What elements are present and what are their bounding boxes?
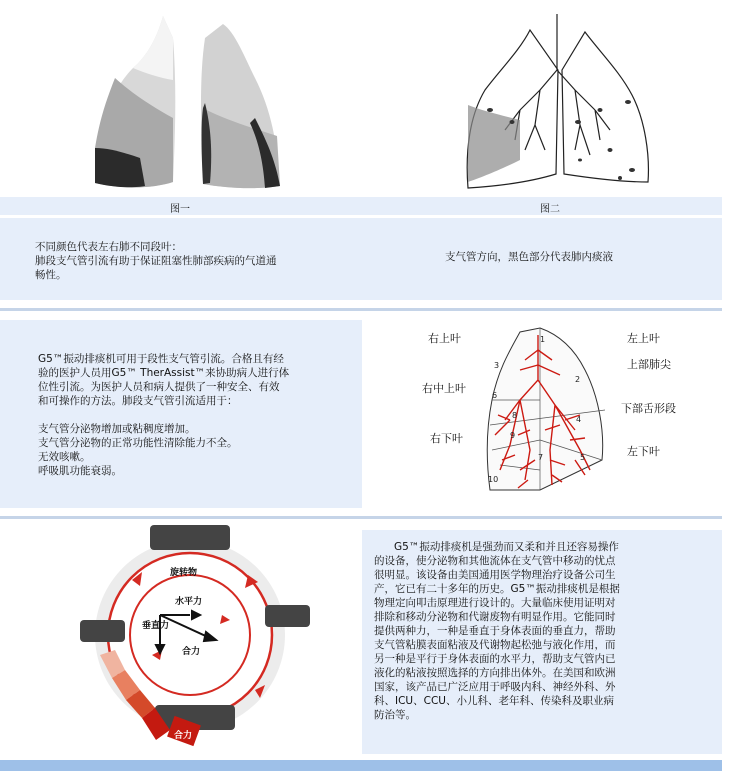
text-line: 的设备，使分泌物和其他流体在支气管中移动的忧点 <box>374 555 616 567</box>
text-line: 无效咳嗽。 <box>38 451 91 463</box>
text-line <box>38 408 358 422</box>
divider-2 <box>0 516 722 519</box>
label-left-lower-lobe: 左下叶 <box>627 445 660 458</box>
segment-number: 4 <box>576 415 582 424</box>
label-right-middle-upper-lobe: 右中上叶 <box>422 382 466 395</box>
resultant-box-label: 合力 <box>174 731 193 741</box>
resultant-force-label: 合力 <box>182 647 201 657</box>
text-line: 提供两种力，一种是垂直于身体表面的垂直力，帮助 <box>374 625 616 637</box>
text-line: G5™振动排痰机是强劲而又柔和并且还容易操作 <box>394 541 619 553</box>
text-line: 验的医护人员用G5™ TherAssist™来协助病人进行体 <box>38 367 290 379</box>
label-right-upper-lobe: 右上叶 <box>428 332 461 345</box>
divider-1 <box>0 308 722 311</box>
vertical-force-label: 垂直力 <box>142 621 170 631</box>
segment-number: 8 <box>512 411 518 420</box>
section-1-left-text <box>35 240 335 282</box>
segment-number: 6 <box>492 391 498 400</box>
label-right-lower-lobe: 右下叶 <box>430 432 463 445</box>
text-line: 另一种是平行于身体表面的水平力，帮助支气管内已 <box>374 653 616 665</box>
segment-number: 5 <box>580 453 586 462</box>
text-line: 排除和移动分泌物和代谢废物有明显作用。它能同时 <box>374 611 616 623</box>
section-2-text <box>38 352 358 478</box>
label-lower-lingula: 下部舌形段 <box>621 402 676 415</box>
segment-number: 2 <box>575 375 581 384</box>
figure-2-caption: 图二 <box>540 204 560 215</box>
figure-1-caption: 图一 <box>170 204 190 215</box>
lung-segment-diagram <box>480 320 615 505</box>
text-line: 位性引流。为医护人员和病人提供了一种安全、有效 <box>38 381 280 393</box>
section-1-right-text: 支气管方向，黑色部分代表肺内痰液 <box>445 251 613 263</box>
segment-number: 3 <box>494 361 500 370</box>
text-line: 很明显。该设备由美国通用医学物理治疗设备公司生 <box>374 569 616 581</box>
text-line: G5™振动排痰机可用于段性支气管引流。合格且有经 <box>38 353 284 365</box>
text-line: 畅性。 <box>35 269 67 281</box>
bottom-bar <box>0 760 722 771</box>
horizontal-force-label: 水平力 <box>175 597 203 607</box>
text-line: 国家，该产品已广泛应用于呼吸内科、神经外科、外 <box>374 681 616 693</box>
label-left-upper-lobe: 左上叶 <box>627 332 660 345</box>
text-line: 呼吸肌功能衰弱。 <box>38 465 122 477</box>
segment-number: 1 <box>540 335 546 344</box>
figure-1-lungs-image <box>85 8 300 193</box>
text-line: 科、ICU、CCU、小儿科、老年科、传染科及职业病 <box>374 695 614 707</box>
section-3-text <box>374 540 714 722</box>
text-line: 液化的粘液按照选择的方向排出体外。在美国和欧洲 <box>374 667 616 679</box>
segment-number: 7 <box>538 453 544 462</box>
rotation-label: 旋转物 <box>170 568 198 578</box>
text-line: 支气管粘膜表面粘液及代谢物起松弛与液化作用，而 <box>374 639 616 651</box>
text-line: 肺段支气管引流有助于保证阻塞性肺部疾病的气道通 <box>35 255 277 267</box>
figure-2-bronchi-image <box>460 10 655 192</box>
text-line: 防治等。 <box>374 709 416 721</box>
caption-bar <box>0 197 722 215</box>
label-upper-apex: 上部肺尖 <box>627 358 671 371</box>
segment-number: 9 <box>510 431 516 440</box>
segment-number: 10 <box>488 475 499 484</box>
text-line: 和可操作的方法。肺段支气管引流适用于： <box>38 395 238 407</box>
text-line: 不同颜色代表左右肺不同段叶： <box>35 241 182 253</box>
text-line: 产，它已有二十多年的历史。G5™振动排痰机是根据 <box>374 583 620 595</box>
text-line: 支气管分泌物的正常功能性清除能力不全。 <box>38 437 238 449</box>
force-diagram <box>60 520 340 760</box>
text-line: 支气管分泌物增加或粘稠度增加。 <box>38 423 196 435</box>
text-line: 物理定向叩击原理进行设计的。大量临床使用证明对 <box>374 597 616 609</box>
